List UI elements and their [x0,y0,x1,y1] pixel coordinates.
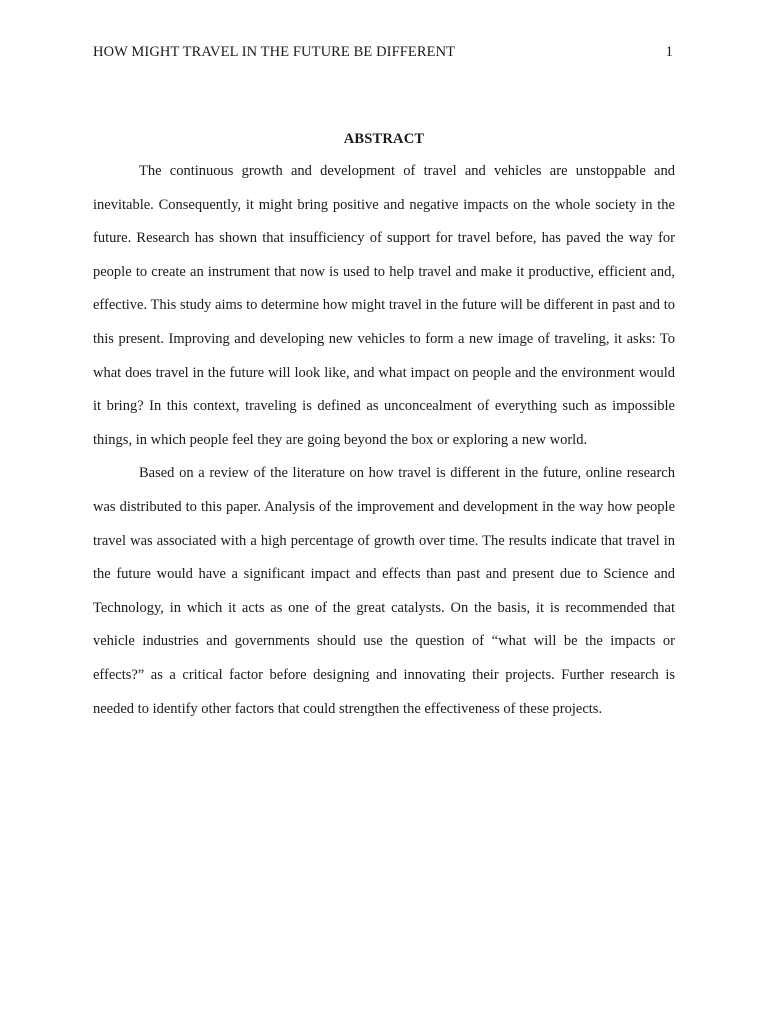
running-head [93,42,675,62]
abstract-body [93,155,675,726]
abstract-paragraph-2: Based on a review of the literature on how travel is different in the future, online research was distributed to this paper. Analysis of the improvement and development in the way how people travel was associated with a high percentage of growth over time. The results indicate that travel in the future would have a significant impact and effects than past and present due to Science and Technology, in which it acts as one of the great catalysts. On the basis, it is recommended that vehicle industries and governments should use the question of “what will be the impacts or effects?” as a critical factor before designing and innovating their projects. Further research is needed to identify other factors that could strengthen the effectiveness of these projects. [93,465,675,717]
running-head-title: HOW MIGHT TRAVEL IN THE FUTURE BE DIFFERENT [93,44,456,60]
abstract-heading: ABSTRACT [343,131,425,147]
page-number: 1 [665,44,673,60]
abstract-paragraph-1: The continuous growth and development of travel and vehicles are unstoppable and inevitable. Consequently, it might bring positive and negative impacts on the whole society in the future. Research has shown that insufficiency of support for travel before, has paved the way for people to create an instrument that now is used to help travel and make it productive, efficient and, effective. This study aims to determine how might travel in the future will be different in past and to this present. Improving and developing new vehicles to form a new image of traveling, it asks: To what does travel in the future will look like, and what impact on people and the environment would it bring? In this context, traveling is defined as unconcealment of everything such as impossible things, in which people feel they are going beyond the box or exploring a new world. [93,163,675,448]
